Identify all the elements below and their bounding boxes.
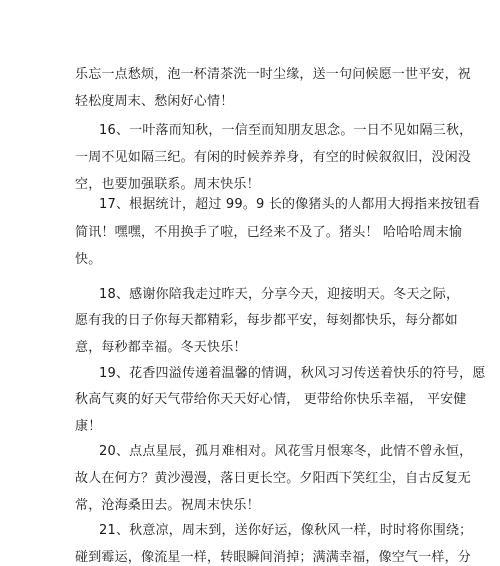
paragraph-20-line: 常，沧海桑田去。祝周末快乐！ <box>75 498 260 513</box>
paragraph-17-line: 17、根据统计，超过 99。9 长的像猪头的人都用大拇指来按钮看 <box>99 197 481 212</box>
paragraph-20-line: 20、点点星辰，孤月难相对。风花雪月恨寒冬，此情不曾永恒， <box>99 444 473 459</box>
paragraph-19-line: 秋高气爽的好天气带给你天天好心情， 更带给你快乐幸福， 平安健 <box>75 392 467 407</box>
paragraph-21-line: 21、秋意凉，周末到，送你好运，像秋风一样，时时将你围绕； <box>99 523 473 538</box>
paragraph-19-line: 19、花香四溢传递着温馨的情调，秋风习习传送着快乐的符号，愿 <box>99 366 486 381</box>
paragraph-16-line: 一周不见如隔三纪。有闲的时候养养身，有空的时候叙叙旧，没闲没 <box>75 150 472 165</box>
paragraph-16-line: 空，也要加强联系。周末快乐！ <box>75 177 260 192</box>
paragraph-17-line: 简讯！嘿嘿，不用换手了啦，已经来不及了。猪头！ 哈哈哈周末愉 <box>75 225 463 240</box>
text-line: 乐忘一点愁烦，泡一杯清茶洗一时尘缘，送一句问候愿一世平安，祝 <box>75 67 472 82</box>
text-line: 轻松度周末、愁闲好心情！ <box>75 94 234 109</box>
paragraph-20-line: 故人在何方？黄沙漫漫，落日更长空。夕阳西下笑红尘，自古反复无 <box>75 471 472 486</box>
paragraph-17-line: 快。 <box>75 252 102 267</box>
paragraph-16-line: 16、一叶落而知秋，一信至而知朋友思念。一日不见如隔三秋， <box>99 123 473 138</box>
paragraph-18-line: 愿有我的日子你每天都精彩，每步都平安，每刻都快乐，每分都如 <box>75 313 458 328</box>
paragraph-18-line: 18、感谢你陪我走过昨天，分享今天，迎接明天。冬天之际， <box>99 287 460 302</box>
paragraph-19-line: 康！ <box>75 419 102 434</box>
paragraph-18-line: 意，每秒都幸福。冬天快乐！ <box>75 340 247 355</box>
paragraph-21-line: 碰到霉运，像流星一样，转眼瞬间消掉；满满幸福，像空气一样，分 <box>75 550 472 565</box>
